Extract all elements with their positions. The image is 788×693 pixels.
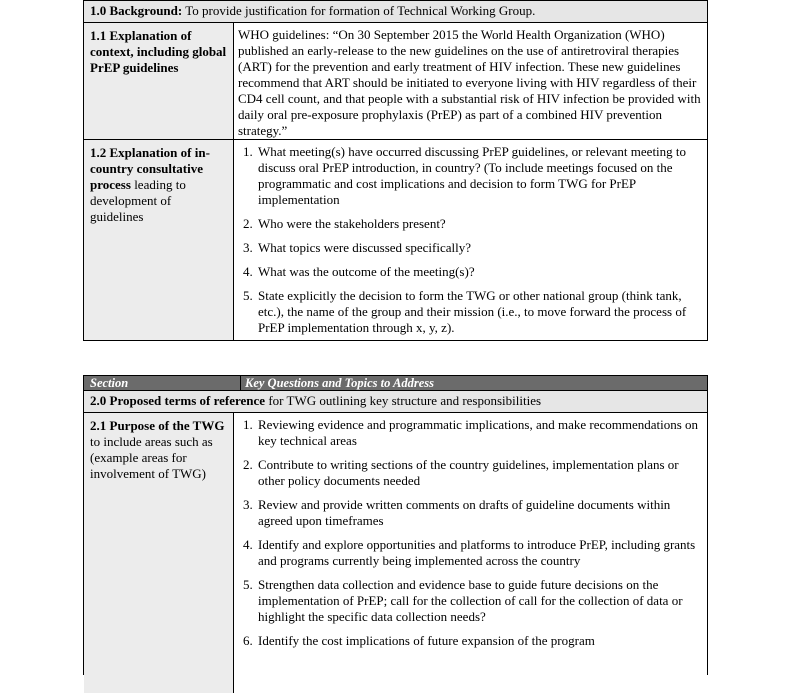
table-header (84, 376, 707, 391)
list-item: 4. What was the outcome of the meeting(s)? (256, 264, 701, 280)
row-label-bold: 2.1 Purpose of the TWG (90, 418, 225, 433)
terms-of-reference-table (83, 375, 708, 675)
section-title: 1.0 Background: (90, 3, 183, 18)
table-row (84, 23, 707, 140)
list-item: 2. Contribute to writing sections of the country guidelines, implementation plans or other policy documents needed (256, 457, 701, 489)
list-item: 5. State explicitly the decision to form the TWG or other national group (think tank, etc.), the name of the group and their mission (i.e., to move forward the process of PrEP implementation through x, y, z). (256, 288, 701, 336)
list-item: 5. Strengthen data collection and evidence base to guide future decisions on the implementation of PrEP; call for the collection of call for the collection of data or highlight the specific data collection needs? (256, 577, 701, 625)
list-item: 6. Identify the cost implications of future expansion of the program (256, 633, 701, 649)
header-key-questions: Key Questions and Topics to Address (245, 376, 435, 390)
list-item: 4. Identify and explore opportunities and platforms to introduce PrEP, including grants and programs currently being implemented across the country (256, 537, 701, 569)
header-section: Section (84, 376, 241, 390)
list-item: 3. Review and provide written comments on drafts of guideline documents within agreed upon timeframes (256, 497, 701, 529)
who-guidelines-text: WHO guidelines: “On 30 September 2015 the World Health Organization (WHO) published an early-release to the new guidelines on the use of antiretroviral therapies (ART) for the prevention and early treatment of HIV infection. These new guidelines recommend that ART should be initiated to everyone living with HIV regardless of their CD4 cell count, and that people with a substantial risk of HIV infection be provided with daily oral pre-exposure prophylaxis (PrEP) as part of a combined HIV prevention strategy.” (238, 27, 701, 138)
section-description: To provide justification for formation of Technical Working Group. (182, 3, 536, 18)
table-row (84, 413, 707, 693)
row-content (234, 413, 707, 693)
list-item: 1. Reviewing evidence and programmatic implications, and make recommendations on key technical areas (256, 417, 701, 449)
row-label (84, 140, 234, 340)
background-table (83, 0, 708, 341)
table-row (84, 140, 707, 340)
section-description: for TWG outlining key structure and responsibilities (265, 393, 542, 408)
section-heading-2 (84, 391, 707, 413)
row-content (234, 140, 707, 340)
row-label-rest: leading to development of guidelines (90, 177, 186, 224)
list-item: 1. What meeting(s) have occurred discussing PrEP guidelines, or relevant meeting to discuss oral PrEP introduction, in country? (To include meetings focused on the programmatic and cost implications and decision to form TWG for PrEP implementation (256, 144, 701, 208)
row-label (84, 413, 234, 693)
row-label-bold: 1.2 Explanation of in-country consultative process (90, 145, 210, 192)
row-label-bold: 1.1 Explanation of context, including global PrEP guidelines (90, 28, 227, 75)
question-list (238, 144, 701, 336)
row-label-rest: to include areas such as (example areas for involvement of TWG) (90, 434, 213, 481)
section-title: 2.0 Proposed terms of reference (90, 393, 266, 408)
list-item: 3. What topics were discussed specifically? (256, 240, 701, 256)
row-label (84, 23, 234, 139)
section-heading-1 (84, 1, 707, 23)
purpose-list (238, 417, 701, 649)
list-item: 2. Who were the stakeholders present? (256, 216, 701, 232)
